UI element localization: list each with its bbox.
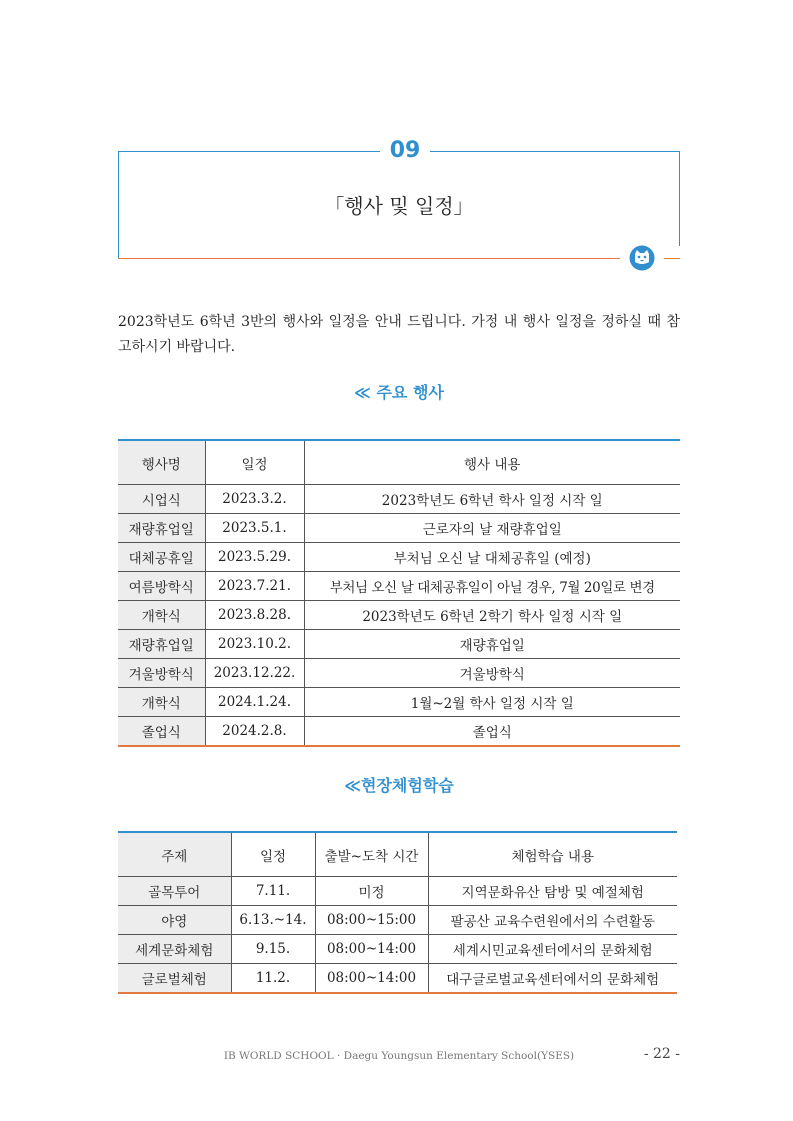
event-name: 재량휴업일: [118, 514, 205, 543]
page-number: - 22 -: [643, 1046, 680, 1062]
event-name: 대체공휴일: [118, 543, 205, 572]
trip-topic: 골목투어: [118, 877, 231, 906]
column-header: 출발~도착 시간: [315, 832, 428, 877]
table-row: [118, 688, 680, 717]
column-header: 주제: [118, 832, 231, 877]
table-row: [118, 543, 680, 572]
trip-description: 지역문화유산 탐방 및 예절체험: [428, 877, 677, 906]
event-description: 2023학년도 6학년 2학기 학사 일정 시작 일: [304, 601, 680, 630]
table-row: [118, 601, 680, 630]
event-name: 재량휴업일: [118, 630, 205, 659]
events-section-title: ≪ 주요 행사: [354, 383, 444, 402]
table-row: [118, 935, 677, 964]
column-header: 일정: [205, 440, 304, 485]
trip-time: 08:00~14:00: [315, 964, 428, 994]
header-frame-bottom-right: [664, 258, 680, 259]
trip-time: 미정: [315, 877, 428, 906]
event-date: 2024.2.8.: [205, 717, 304, 747]
table-row: [118, 514, 680, 543]
event-date: 2023.7.21.: [205, 572, 304, 601]
trip-date: 6.13.~14.: [231, 906, 315, 935]
trip-time: 08:00~14:00: [315, 935, 428, 964]
event-date: 2023.8.28.: [205, 601, 304, 630]
trip-description: 팔공산 교육수련원에서의 수련활동: [428, 906, 677, 935]
trip-time: 08:00~15:00: [315, 906, 428, 935]
table-row: [118, 485, 680, 514]
event-name: 개학식: [118, 688, 205, 717]
event-date: 2023.5.1.: [205, 514, 304, 543]
event-description: 1월~2월 학사 일정 시작 일: [304, 688, 680, 717]
event-description: 재량휴업일: [304, 630, 680, 659]
column-header: 행사 내용: [304, 440, 680, 485]
header-frame-top-right: [430, 151, 680, 152]
event-date: 2023.3.2.: [205, 485, 304, 514]
column-header: 체험학습 내용: [428, 832, 677, 877]
field-trips-table: [118, 831, 677, 994]
event-date: 2024.1.24.: [205, 688, 304, 717]
event-name: 졸업식: [118, 717, 205, 747]
table-row: [118, 659, 680, 688]
trip-topic: 세계문화체험: [118, 935, 231, 964]
table-row: [118, 572, 680, 601]
chapter-number: 09: [389, 138, 421, 163]
event-description: 겨울방학식: [304, 659, 680, 688]
events-table: [118, 439, 680, 747]
trip-date: 7.11.: [231, 877, 315, 906]
page-title: 「행사 및 일정」: [324, 194, 474, 218]
event-name: 겨울방학식: [118, 659, 205, 688]
event-description: 근로자의 날 재량휴업일: [304, 514, 680, 543]
trip-topic: 글로벌체험: [118, 964, 231, 994]
event-description: 2023학년도 6학년 학사 일정 시작 일: [304, 485, 680, 514]
trip-date: 9.15.: [231, 935, 315, 964]
field-trips-section-title: ≪현장체험학습: [344, 776, 454, 795]
event-description: 졸업식: [304, 717, 680, 747]
header-frame-bottom: [118, 258, 620, 259]
trip-topic: 야영: [118, 906, 231, 935]
table-row: [118, 964, 677, 994]
events-table-header: [118, 440, 680, 485]
event-date: 2023.5.29.: [205, 543, 304, 572]
event-name: 시업식: [118, 485, 205, 514]
field-trips-table-header: [118, 832, 677, 877]
event-date: 2023.10.2.: [205, 630, 304, 659]
table-row: [118, 717, 680, 747]
trip-date: 11.2.: [231, 964, 315, 994]
intro-paragraph: 2023학년도 6학년 3반의 행사와 일정을 안내 드립니다. 가정 내 행사 일정을 정하실 때 참고하시기 바랍니다.: [118, 314, 680, 355]
event-date: 2023.12.22.: [205, 659, 304, 688]
header-frame-top-left: [118, 151, 380, 152]
column-header: 행사명: [118, 440, 205, 485]
footer-text: IB WORLD SCHOOL · Daegu Youngsun Elementary School(YSES): [223, 1050, 575, 1062]
event-name: 여름방학식: [118, 572, 205, 601]
trip-description: 세계시민교육센터에서의 문화체험: [428, 935, 677, 964]
event-name: 개학식: [118, 601, 205, 630]
event-description: 부처님 오신 날 대체공휴일 (예정): [304, 543, 680, 572]
column-header: 일정: [231, 832, 315, 877]
table-row: [118, 906, 677, 935]
cat-face-icon: [629, 245, 655, 271]
trip-description: 대구글로벌교육센터에서의 문화체험: [428, 964, 677, 994]
event-description: 부처님 오신 날 대체공휴일이 아닐 경우, 7월 20일로 변경: [304, 572, 680, 601]
table-row: [118, 877, 677, 906]
table-row: [118, 630, 680, 659]
